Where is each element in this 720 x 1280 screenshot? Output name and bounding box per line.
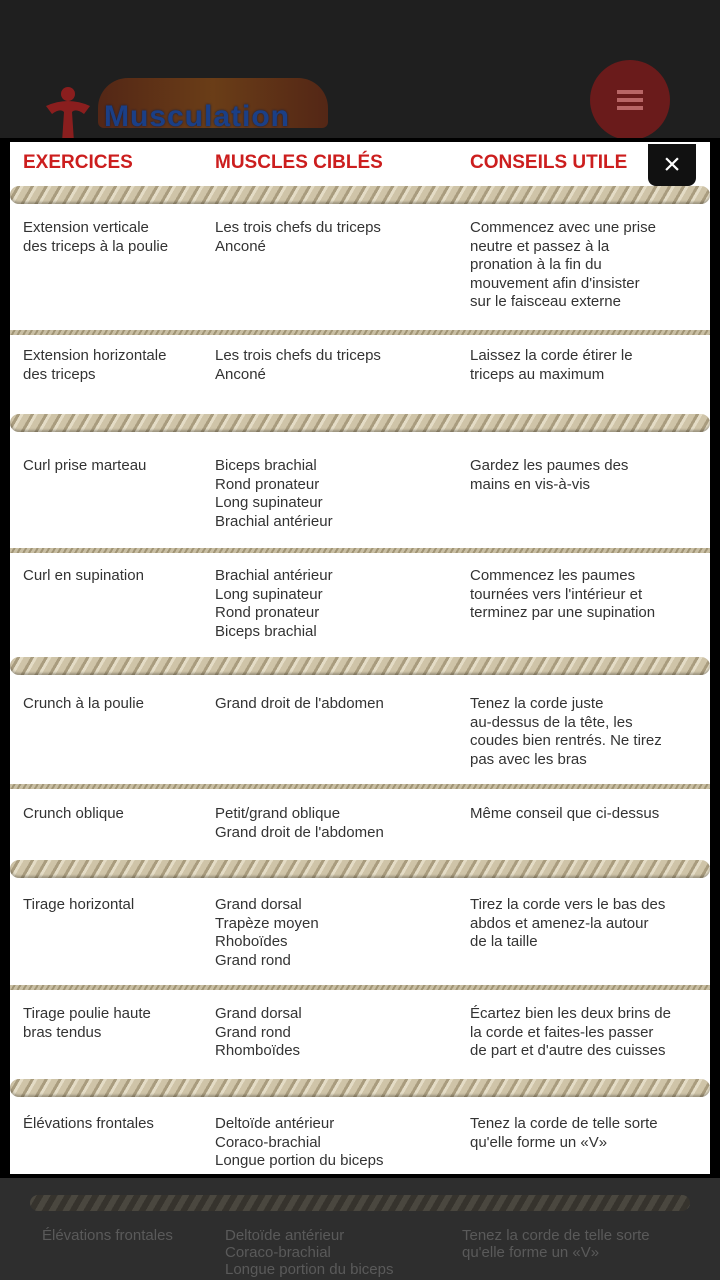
rope-divider <box>10 186 710 204</box>
muscles-cell-line: Rhomboïdes <box>215 1042 301 1059</box>
tips-cell-line: tournées vers l'intérieur et <box>470 585 643 603</box>
muscles-cell-line: Grand dorsal <box>215 896 302 913</box>
muscles-cell-line: Grand rond <box>215 1023 291 1041</box>
menu-button[interactable] <box>590 60 670 140</box>
rope-divider <box>10 860 710 878</box>
muscles-cell <box>215 1005 455 1061</box>
tips-cell <box>470 1005 705 1061</box>
header-conseils: CONSEILS UTILE <box>470 152 628 173</box>
tips-cell-line: Tenez la corde juste <box>470 695 604 712</box>
exercise-cell-line: Élévations frontales <box>23 1115 154 1132</box>
muscles-cell-line: Grand dorsal <box>215 1005 302 1022</box>
tips-cell-line: de la taille <box>470 933 538 950</box>
tips-cell-line: Écartez bien les deux brins de <box>470 1005 671 1022</box>
muscles-cell-line: Grand droit de l'abdomen <box>215 695 384 712</box>
muscles-cell-line: Long supinateur <box>215 585 323 603</box>
rope-divider <box>10 1079 710 1097</box>
tips-cell-line: Même conseil que ci-dessus <box>470 805 660 822</box>
background-table <box>0 1175 720 1280</box>
muscles-cell-line: Trapèze moyen <box>215 914 319 932</box>
tips-cell-line: sur le faisceau externe <box>470 293 621 310</box>
exercise-cell-line: Crunch oblique <box>23 805 124 822</box>
logo-text: Musculation <box>104 100 291 133</box>
tips-cell <box>470 347 705 384</box>
exercise-table-image <box>10 142 710 1174</box>
tips-cell-line: Tirez la corde vers le bas des <box>470 896 666 913</box>
background-tips: Tenez la corde de telle sorte qu'elle forme un «V» <box>462 1227 650 1261</box>
muscles-cell <box>215 1115 455 1171</box>
exercise-cell-line: Extension verticale <box>23 219 149 236</box>
muscles-cell-line: Anconé <box>215 365 266 383</box>
muscles-cell-line: Rhoboïdes <box>215 933 288 950</box>
muscles-cell-line: Coraco-brachial <box>215 1133 321 1151</box>
tips-cell-line: triceps au maximum <box>470 365 605 383</box>
exercise-cell-line: Tirage poulie haute <box>23 1005 151 1022</box>
muscles-cell <box>215 805 455 842</box>
tips-cell-line: la corde et faites-les passer <box>470 1023 654 1041</box>
tips-cell <box>470 805 705 824</box>
muscles-cell-line: Biceps brachial <box>215 622 317 640</box>
exercise-cell-line: Extension horizontale <box>23 347 167 364</box>
muscles-cell-line: Les trois chefs du triceps <box>215 347 381 364</box>
exercise-cell <box>23 219 203 256</box>
muscles-cell-line: Les trois chefs du triceps <box>215 219 381 236</box>
muscles-cell-line: Long supinateur <box>215 494 323 511</box>
exercise-cell <box>23 457 203 476</box>
tips-cell <box>470 896 705 952</box>
tips-cell-line: Commencez avec une prise <box>470 219 656 236</box>
exercise-cell-line: Tirage horizontal <box>23 896 135 913</box>
tips-cell-line: qu'elle forme un «V» <box>470 1133 608 1151</box>
muscles-cell-line: Anconé <box>215 237 266 255</box>
tips-cell-line: au-dessus de la tête, les <box>470 713 633 731</box>
exercise-cell <box>23 695 203 714</box>
exercise-cell <box>23 805 203 824</box>
exercise-cell-line: Curl en supination <box>23 567 144 584</box>
rope-divider <box>10 414 710 432</box>
exercise-cell-line: Curl prise marteau <box>23 457 147 474</box>
tips-cell-line: coudes bien rentrés. Ne tirez <box>470 732 662 749</box>
tips-cell <box>470 1115 705 1152</box>
close-button[interactable]: × <box>648 144 696 186</box>
muscles-cell <box>215 347 455 384</box>
muscles-cell-line: Brachial antérieur <box>215 567 333 584</box>
exercise-cell-line: Crunch à la poulie <box>23 695 144 712</box>
muscles-cell-line: Grand rond <box>215 951 291 969</box>
muscles-cell-line: Petit/grand oblique <box>215 805 341 822</box>
tips-cell-line: mains en vis-à-vis <box>470 475 591 493</box>
exercise-cell <box>23 896 203 915</box>
tips-cell-line: terminez par une supination <box>470 604 656 621</box>
muscles-cell-line: Longue portion du biceps <box>215 1152 384 1169</box>
muscles-cell <box>215 896 455 970</box>
tips-cell <box>470 695 705 769</box>
tips-cell-line: abdos et amenez-la autour <box>470 914 649 932</box>
background-exercise: Élévations frontales <box>42 1227 173 1244</box>
tips-cell-line: Laissez la corde étirer le <box>470 347 633 364</box>
header-muscles: MUSCLES CIBLÉS <box>215 152 383 173</box>
tips-cell-line: Tenez la corde de telle sorte <box>470 1115 658 1132</box>
tips-cell-line: Gardez les paumes des <box>470 457 629 474</box>
muscles-cell-line: Brachial antérieur <box>215 512 333 530</box>
exercise-cell <box>23 1005 203 1042</box>
muscles-cell-line: Deltoïde antérieur <box>215 1115 335 1132</box>
tips-cell <box>470 219 705 312</box>
tips-cell-line: neutre et passez à la <box>470 237 610 255</box>
rope-divider <box>10 784 710 789</box>
header-exercices: EXERCICES <box>23 152 133 173</box>
muscles-cell <box>215 219 455 256</box>
background-muscles: Deltoïde antérieur Coraco-brachial Longue portion du biceps <box>225 1227 394 1278</box>
tips-cell-line: de part et d'autre des cuisses <box>470 1042 666 1059</box>
rope-divider <box>10 985 710 990</box>
exercise-cell-line: des triceps <box>23 365 96 383</box>
hamburger-icon <box>617 90 643 110</box>
rope-divider <box>30 1195 690 1211</box>
muscles-cell <box>215 457 455 531</box>
tips-cell-line: pronation à la fin du <box>470 256 602 273</box>
rope-divider <box>10 330 710 335</box>
muscles-cell-line: Rond pronateur <box>215 604 320 621</box>
rope-divider <box>10 548 710 553</box>
muscles-cell-line: Rond pronateur <box>215 475 320 493</box>
muscles-cell <box>215 695 455 714</box>
muscles-cell-line: Grand droit de l'abdomen <box>215 823 384 841</box>
tips-cell-line: pas avec les bras <box>470 750 587 768</box>
tips-cell-line: Commencez les paumes <box>470 567 636 584</box>
bodybuilder-logo-icon <box>38 84 98 144</box>
tips-cell-line: mouvement afin d'insister <box>470 274 640 292</box>
rope-divider <box>10 657 710 675</box>
tips-cell <box>470 457 705 494</box>
exercise-cell <box>23 347 203 384</box>
tips-cell <box>470 567 705 623</box>
exercise-cell <box>23 1115 203 1134</box>
exercise-cell <box>23 567 203 586</box>
exercise-cell-line: des triceps à la poulie <box>23 237 169 255</box>
muscles-cell <box>215 567 455 641</box>
muscles-cell-line: Biceps brachial <box>215 457 317 474</box>
exercise-cell-line: bras tendus <box>23 1023 102 1041</box>
